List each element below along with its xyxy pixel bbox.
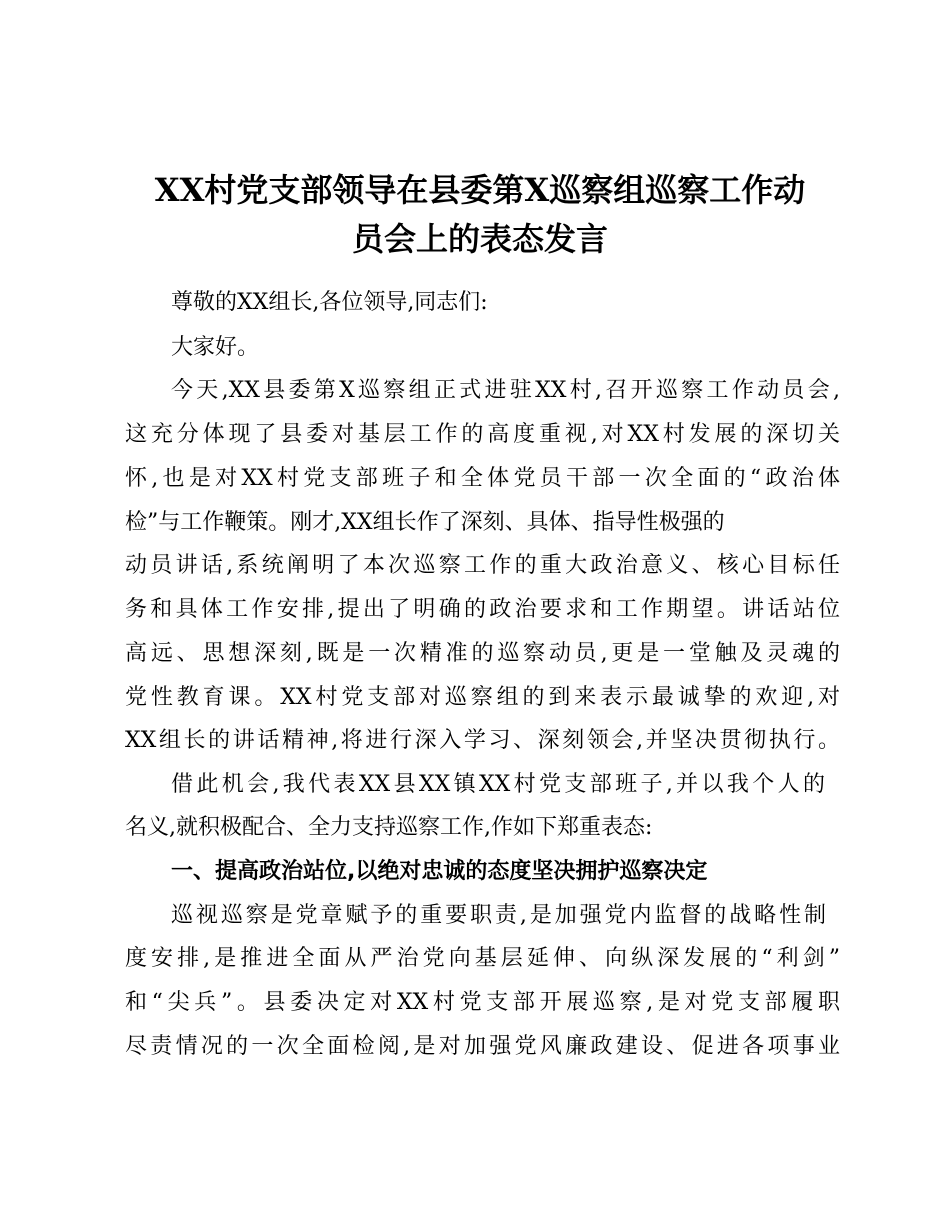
paragraph-1-line: 务和具体工作安排,提出了明确的政治要求和工作期望。讲话站位	[125, 597, 840, 622]
paragraph-1-line: 检”与工作鞭策。刚才,XX组长作了深刻、具体、指导性极强的	[125, 510, 725, 535]
paragraph-3-line: 和“尖兵”。县委决定对XX村党支部开展巡察,是对党支部履职	[125, 990, 840, 1015]
paragraph-3-line: 巡视巡察是党章赋予的重要职责,是加强党内监督的战略性制	[171, 903, 826, 928]
document-title-line-1: XX村党支部领导在县委第X巡察组巡察工作动	[154, 171, 806, 209]
section-heading-1: 一、提高政治站位,以绝对忠诚的态度坚决拥护巡察决定	[171, 859, 708, 884]
hello-line: 大家好。	[171, 335, 260, 360]
document-title-line-2: 员会上的表态发言	[351, 220, 608, 258]
paragraph-2-line: 名义,就积极配合、全力支持巡察工作,作如下郑重表态:	[125, 815, 653, 840]
paragraph-3-line: 尽责情况的一次全面检阅,是对加强党风廉政建设、促进各项事业	[125, 1034, 840, 1059]
greeting: 尊敬的XX组长,各位领导,同志们:	[171, 290, 488, 315]
paragraph-1-line: 怀,也是对XX村党支部班子和全体党员干部一次全面的“政治体	[125, 466, 840, 491]
paragraph-1-line: 党性教育课。XX村党支部对巡察组的到来表示最诚挚的欢迎,对	[125, 685, 840, 710]
paragraph-2-line: 借此机会,我代表XX县XX镇XX村党支部班子,并以我个人的	[171, 772, 825, 797]
paragraph-1-line: 动员讲话,系统阐明了本次巡察工作的重大政治意义、核心目标任	[125, 553, 840, 578]
paragraph-1-line: XX组长的讲话精神,将进行深入学习、深刻领会,并坚决贯彻执行。	[125, 728, 840, 753]
paragraph-1-line: 今天,XX县委第X巡察组正式进驻XX村,召开巡察工作动员会,	[171, 378, 840, 403]
paragraph-1-line: 这充分体现了县委对基层工作的高度重视,对XX村发展的深切关	[125, 422, 840, 447]
paragraph-3-line: 度安排,是推进全面从严治党向基层延伸、向纵深发展的“利剑”	[125, 946, 840, 971]
paragraph-1-line: 高远、思想深刻,既是一次精准的巡察动员,更是一堂触及灵魂的	[125, 641, 840, 666]
